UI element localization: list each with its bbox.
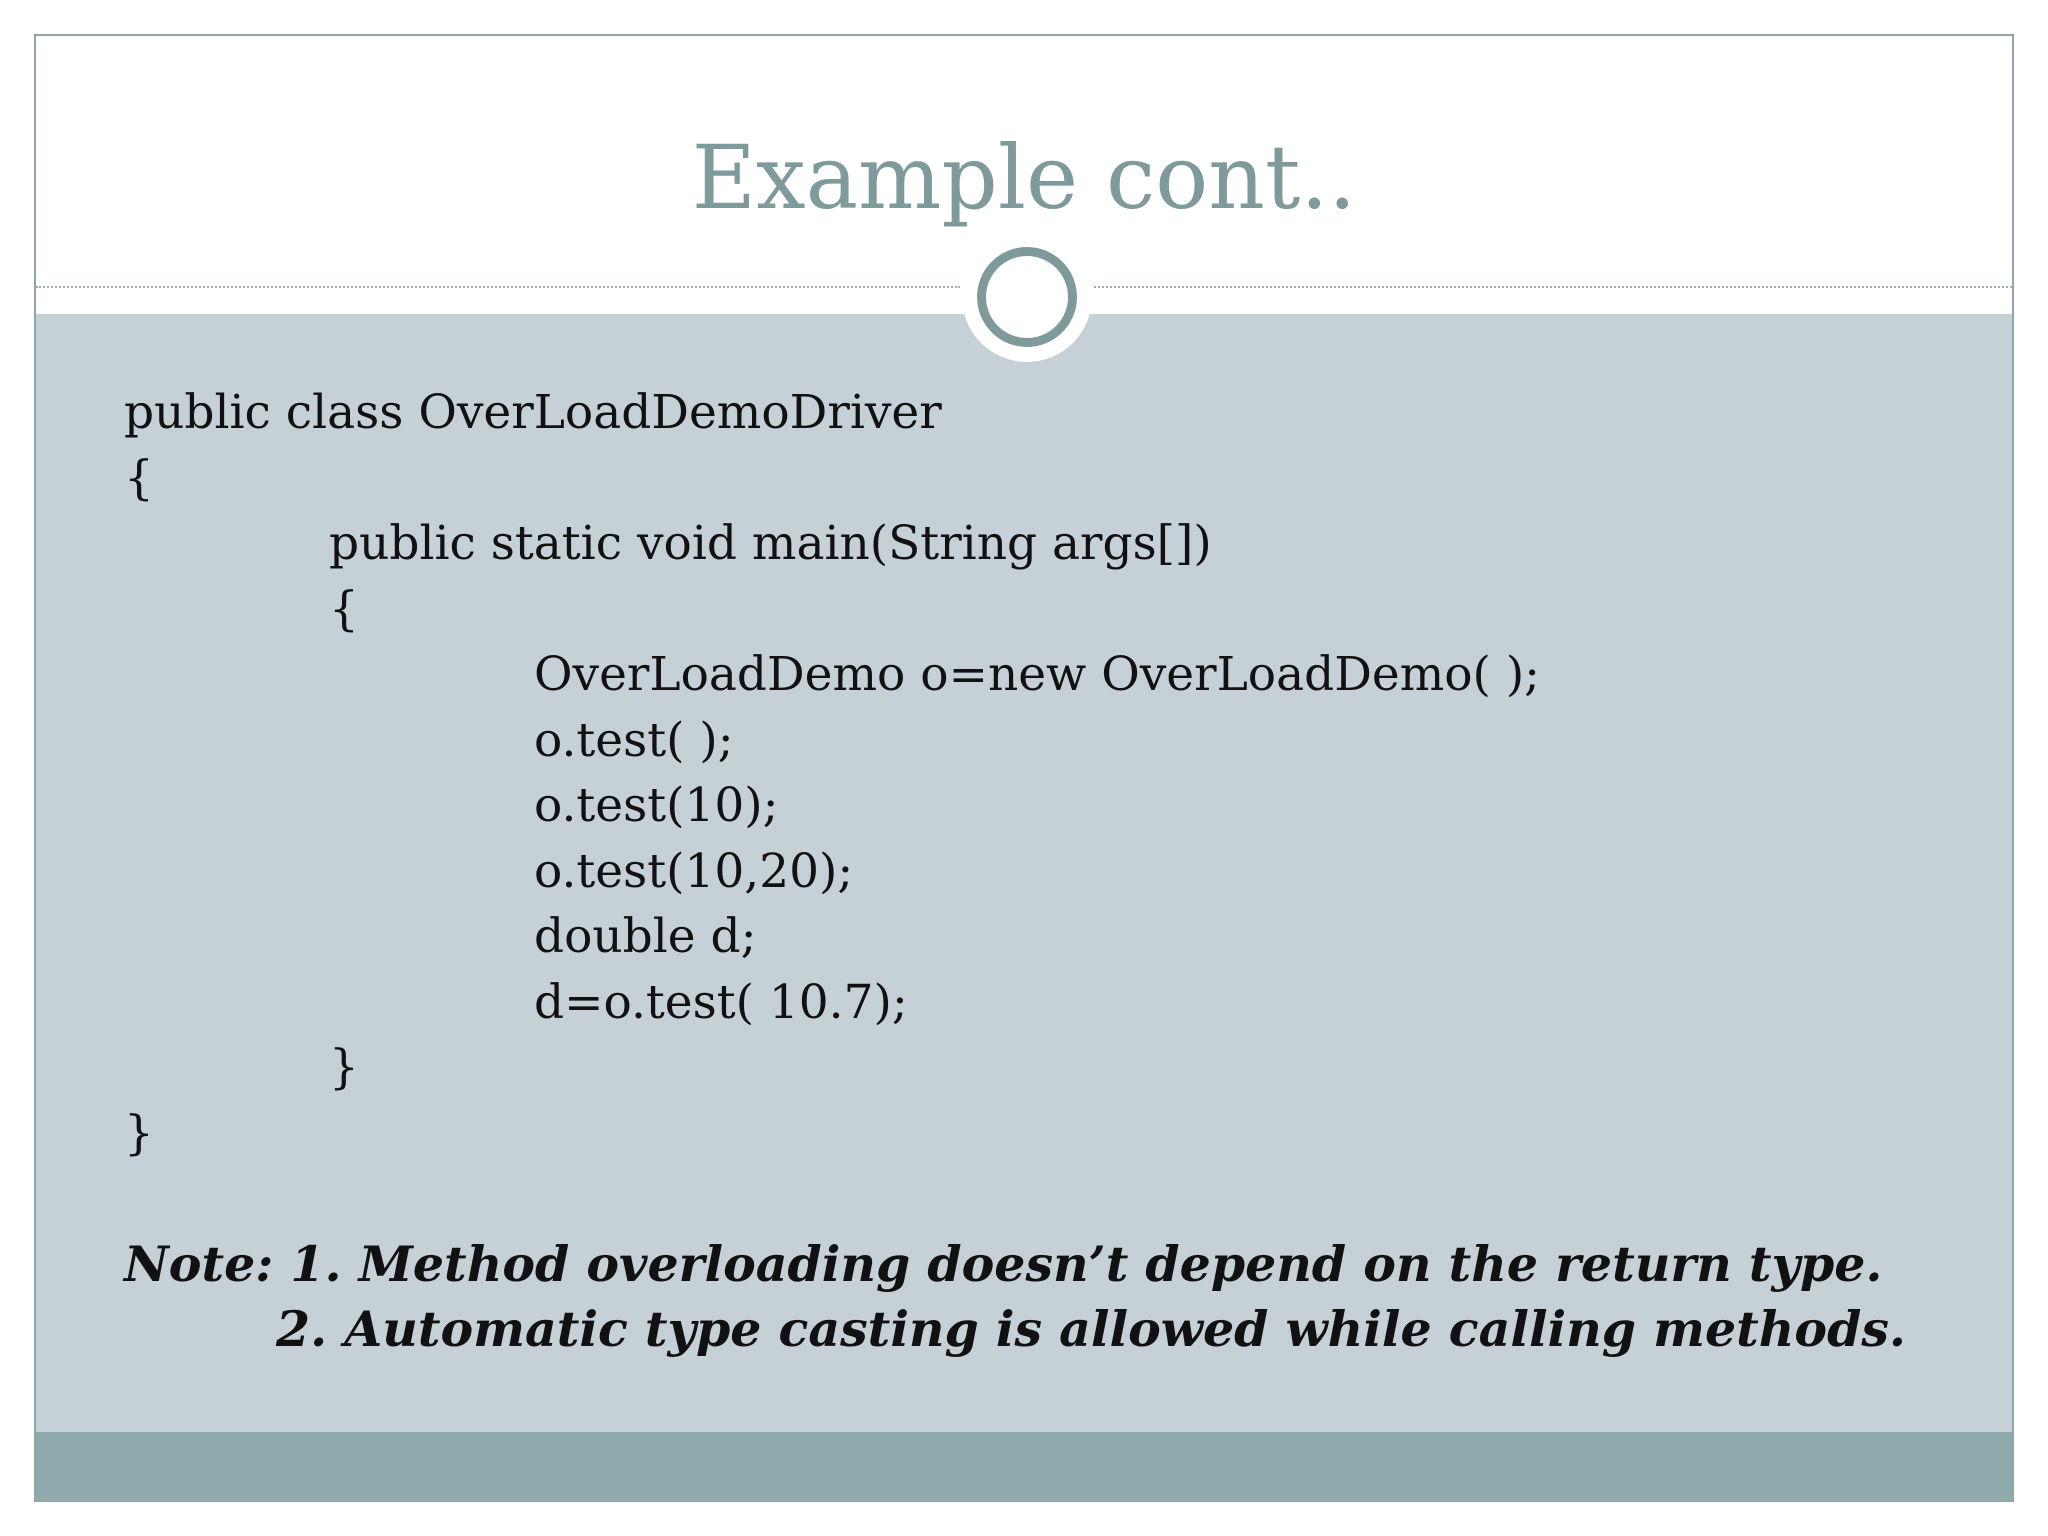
code-line: o.test( ); [534,712,734,768]
note-line-1: Note: 1. Method overloading doesn’t depend on the return type. [124,1235,1883,1293]
slide [34,34,2014,1502]
title-divider-right [1094,286,2014,288]
footer-bar [36,1432,2012,1502]
code-line: o.test(10,20); [534,843,854,899]
title-divider-left [36,286,960,288]
code-line: public static void main(String args[]) [329,516,1212,571]
code-block [124,380,1540,1166]
notes-block [124,1232,1906,1362]
code-line: { [124,450,154,506]
code-line: } [329,1040,359,1095]
code-line: d=o.test( 10.7); [534,974,908,1030]
note-line-2: 2. Automatic type casting is allowed while calling methods. [276,1300,1906,1358]
code-line: OverLoadDemo o=new OverLoadDemo( ); [534,647,1541,702]
code-line: double d; [534,909,757,964]
code-line: public class OverLoadDemoDriver [124,385,942,440]
code-line: { [329,581,359,637]
ring-icon [977,247,1077,347]
code-line: o.test(10); [534,778,779,833]
slide-title: Example cont.. [691,126,1357,229]
code-line: } [124,1105,154,1161]
